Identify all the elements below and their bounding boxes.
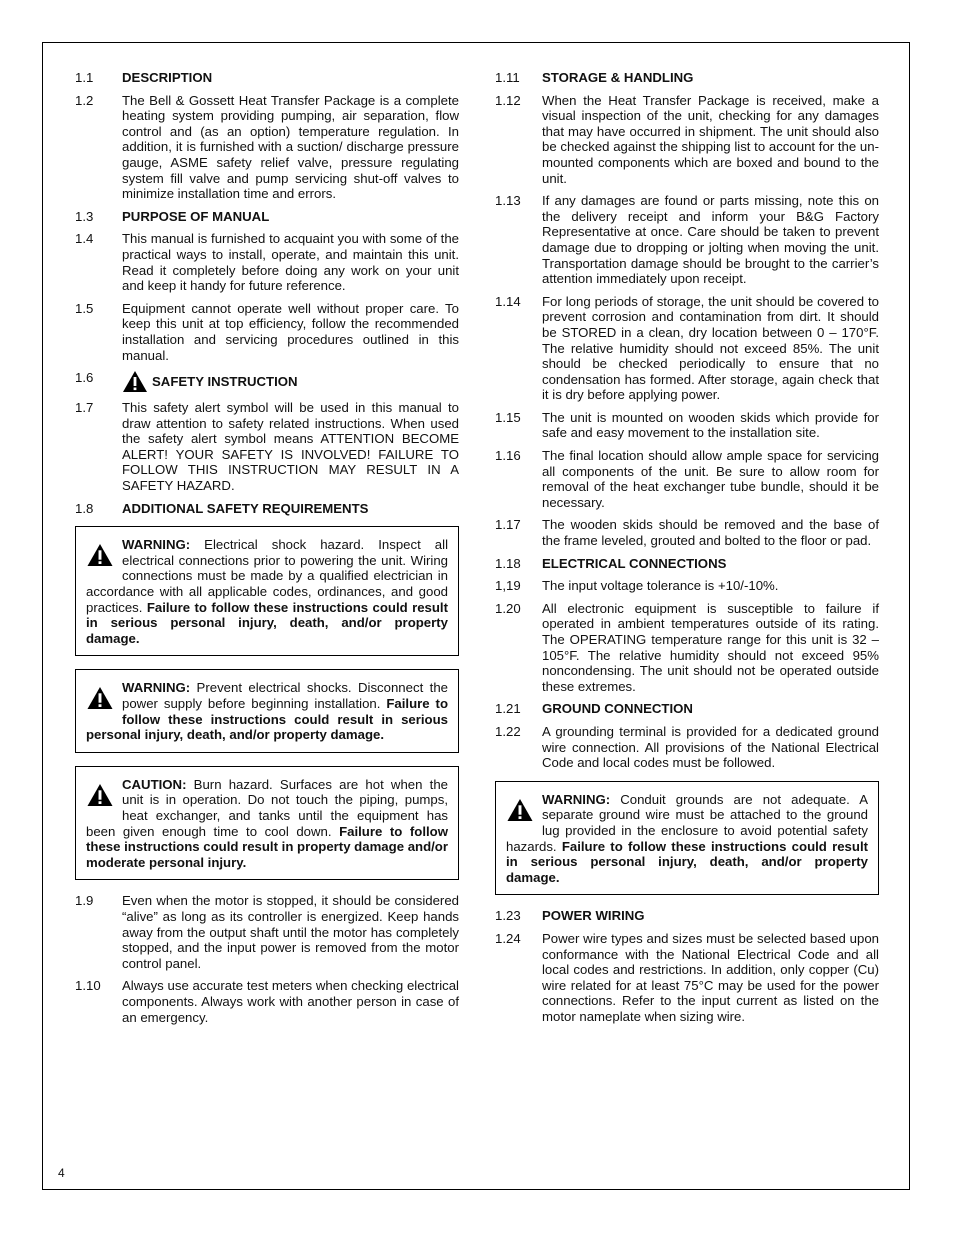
warning-triangle-icon — [122, 370, 148, 393]
paragraph: Always use accurate test meters when checking electrical components. Always work with another person in case of an emergency. — [122, 978, 459, 1025]
section-1-8 — [75, 501, 459, 517]
caution-text: Burn hazard. Surfaces are hot when the unit is in operation. Do not touch the piping, pumps, heat exchanger, and tanks until the equipment has been given enough time to cool down. — [86, 776, 448, 839]
section-1-15 — [495, 410, 879, 441]
section-number: 1.17 — [495, 517, 521, 533]
paragraph: For long periods of storage, the unit should be covered to prevent corrosion and contamination from dirt. It should be STORED in a clean, dry location between 0 – 170°F. The relative humidity should not exceed 85%. The unit should be checked periodically to ensure that no condensation has formed. After storage, again check that it is dry before applying power. — [542, 293, 879, 403]
section-heading-purpose: PURPOSE OF MANUAL — [122, 208, 270, 224]
section-1-9 — [75, 893, 459, 971]
warning-consequence: Failure to follow these instructions could result in serious personal injury, death, and/or property damage. — [86, 696, 448, 743]
section-number: 1,19 — [495, 578, 521, 594]
paragraph: The input voltage tolerance is +10/-10%. — [542, 578, 779, 594]
section-heading-description: DESCRIPTION — [122, 70, 213, 85]
section-1-17 — [495, 517, 879, 548]
caution-label: CAUTION: — [122, 776, 187, 792]
section-1-12 — [495, 93, 879, 187]
paragraph: The unit is mounted on wooden skids which provide for safe and easy movement to the installation site. — [542, 409, 879, 441]
warning-triangle-icon — [506, 798, 534, 822]
warning-triangle-icon — [86, 543, 114, 567]
warning-triangle-icon — [86, 783, 114, 807]
paragraph: This safety alert symbol will be used in this manual to draw attention to safety related instructions. When used the safety alert symbol means ATTENTION BECOME ALERT! YOUR SAFETY IS INVOLVED! FAILURE TO FOLLOW THIS INSTRUCTION MAY RESULT IN A SAFETY HAZARD. — [122, 400, 459, 494]
caution-consequence: Failure to follow these instructions could result in property damage and/or moderate personal injury. — [86, 823, 448, 870]
warning-text: Prevent electrical shocks. Disconnect the power supply before beginning installation. — [122, 680, 448, 711]
section-number: 1.24 — [495, 930, 521, 946]
section-number: 1.12 — [495, 92, 521, 108]
paragraph: The wooden skids should be removed and the base of the frame leveled, grouted and bolted to the floor or pad. — [542, 517, 879, 549]
section-number: 1.10 — [75, 978, 101, 994]
paragraph: The Bell & Gossett Heat Transfer Package is a complete heating system providing pumping, air separation, flow control and (as an option) temperature regulation. In addition, it is furnished with a suction/ discharge pressure gauge, ASME safety relief valve, pressure regulating system fill valve and pump servicing shut-off valves to minimize installation time and errors. — [122, 92, 459, 202]
warning-box-conduit-grounds — [495, 781, 879, 896]
paragraph: Even when the motor is stopped, it should be considered “alive” as long as its controller is energized. Keep hands away from the output shaft until the motor has completely stopped, and the input power is removed from the motor control panel. — [122, 893, 459, 971]
section-number: 1.20 — [495, 600, 521, 616]
section-1-2 — [75, 93, 459, 202]
warning-consequence: Failure to follow these instructions could result in serious personal injury, death, and/or property damage. — [506, 838, 868, 885]
section-heading-electrical: ELECTRICAL CONNECTIONS — [542, 555, 727, 571]
paragraph: All electronic equipment is susceptible to failure if operated in ambient temperatures outside of its rating. The OPERATING temperature range for this unit is 32 – 105°F. The relative humidity should not exceed 95% noncondensing. The unit should not be operated outside these extremes. — [542, 600, 879, 694]
section-number: 1.11 — [495, 70, 520, 85]
paragraph: Power wire types and sizes must be selected based upon conformance with the National Electrical Code and all local codes and restrictions. In addition, only copper (Cu) wire related for at least 75°C may be used for the power connections. Refer to the input current as listed on the motor nameplate when sizing wire. — [542, 930, 879, 1024]
paragraph: When the Heat Transfer Package is received, make a visual inspection of the unit, checking for any damages that may have occurred in shipment. The unit should also be checked against the shipping list to account for the un-mounted components which are boxed and bound to the unit. — [542, 92, 879, 186]
section-number: 1.8 — [75, 500, 94, 516]
section-number: 1.23 — [495, 908, 521, 924]
section-heading-ground: GROUND CONNECTION — [542, 701, 693, 717]
section-number: 1.18 — [495, 555, 521, 571]
section-number: 1.13 — [495, 193, 521, 209]
section-1-23 — [495, 908, 879, 924]
warning-text: Conduit grounds are not adequate. A separate ground wire must be attached to the ground lug provided in the enclosure to avoid potential safety hazards. — [506, 791, 868, 854]
section-1-10 — [75, 978, 459, 1025]
section-heading-additional-safety: ADDITIONAL SAFETY REQUIREMENTS — [122, 500, 369, 516]
section-number: 1.15 — [495, 409, 521, 425]
section-1-1 — [75, 70, 459, 86]
section-1-24 — [495, 931, 879, 1025]
warning-box-electrical-shock — [75, 526, 459, 656]
section-number: 1.14 — [495, 293, 521, 309]
section-1-18 — [495, 556, 879, 572]
paragraph: Equipment cannot operate well without proper care. To keep this unit at top efficiency, follow the recommended installation and servicing procedures outlined in this manual. — [122, 300, 459, 363]
section-1-14 — [495, 294, 879, 403]
paragraph: This manual is furnished to acquaint you with some of the practical ways to install, operate, and maintain this unit. Read it completely before doing any work on your unit and keep it handy for future reference. — [122, 231, 459, 294]
section-number: 1.9 — [75, 893, 94, 909]
paragraph: A grounding terminal is provided for a dedicated ground wire connection. All provisions of the National Electrical Code and local codes must be followed. — [542, 723, 879, 771]
paragraph: The final location should allow ample space for servicing all components of the unit. Be sure to allow room for removal of the heat exchanger tube bundle, should it be necessary. — [542, 448, 879, 510]
right-column — [495, 70, 879, 1031]
left-column — [75, 70, 459, 1032]
section-1-13 — [495, 193, 879, 287]
section-heading-safety — [122, 370, 459, 393]
section-1-16 — [495, 448, 879, 510]
warning-triangle-icon — [86, 686, 114, 710]
section-1-3 — [75, 209, 459, 225]
section-1-7 — [75, 400, 459, 494]
section-1-19 — [495, 578, 879, 594]
section-1-20 — [495, 601, 879, 695]
page-number: 4 — [58, 1166, 65, 1180]
section-number: 1.4 — [75, 231, 94, 247]
section-1-22 — [495, 724, 879, 771]
section-1-11 — [495, 70, 879, 86]
section-number: 1.22 — [495, 723, 521, 739]
section-number: 1.1 — [75, 70, 94, 85]
warning-box-disconnect-power — [75, 669, 459, 752]
section-number: 1.6 — [75, 370, 94, 386]
section-1-6 — [75, 370, 459, 393]
warning-label: WARNING: — [542, 791, 611, 807]
section-heading-power-wiring: POWER WIRING — [542, 908, 645, 924]
section-1-4 — [75, 231, 459, 293]
paragraph: If any damages are found or parts missing, note this on the delivery receipt and inform your B&G Factory Representative at once. Care should be taken to prevent damage due to dropping or jolting when moving the unit. Transportation damage should be brought to the carrier’s attention immediately upon receipt. — [542, 193, 879, 287]
warning-label: WARNING: — [122, 680, 191, 696]
warning-text: Electrical shock hazard. Inspect all electrical connections prior to powering the unit. Wiring connections must be made by a qualified electrician in accordance with all applicable codes, ordinances, and good practices. — [86, 537, 448, 615]
warning-consequence: Failure to follow these instructions could result in serious personal injury, death, and/or property damage. — [86, 599, 448, 646]
section-1-5 — [75, 301, 459, 363]
warning-label: WARNING: — [122, 537, 191, 553]
section-number: 1.7 — [75, 400, 94, 416]
section-number: 1.5 — [75, 300, 94, 316]
section-number: 1.21 — [495, 701, 521, 717]
section-number: 1.2 — [75, 92, 94, 108]
section-heading-safety-label: SAFETY INSTRUCTION — [152, 373, 298, 389]
section-number: 1.16 — [495, 448, 521, 464]
section-number: 1.3 — [75, 208, 94, 224]
caution-box-burn-hazard — [75, 766, 459, 881]
section-1-21 — [495, 701, 879, 717]
section-heading-storage: STORAGE & HANDLING — [542, 70, 694, 85]
